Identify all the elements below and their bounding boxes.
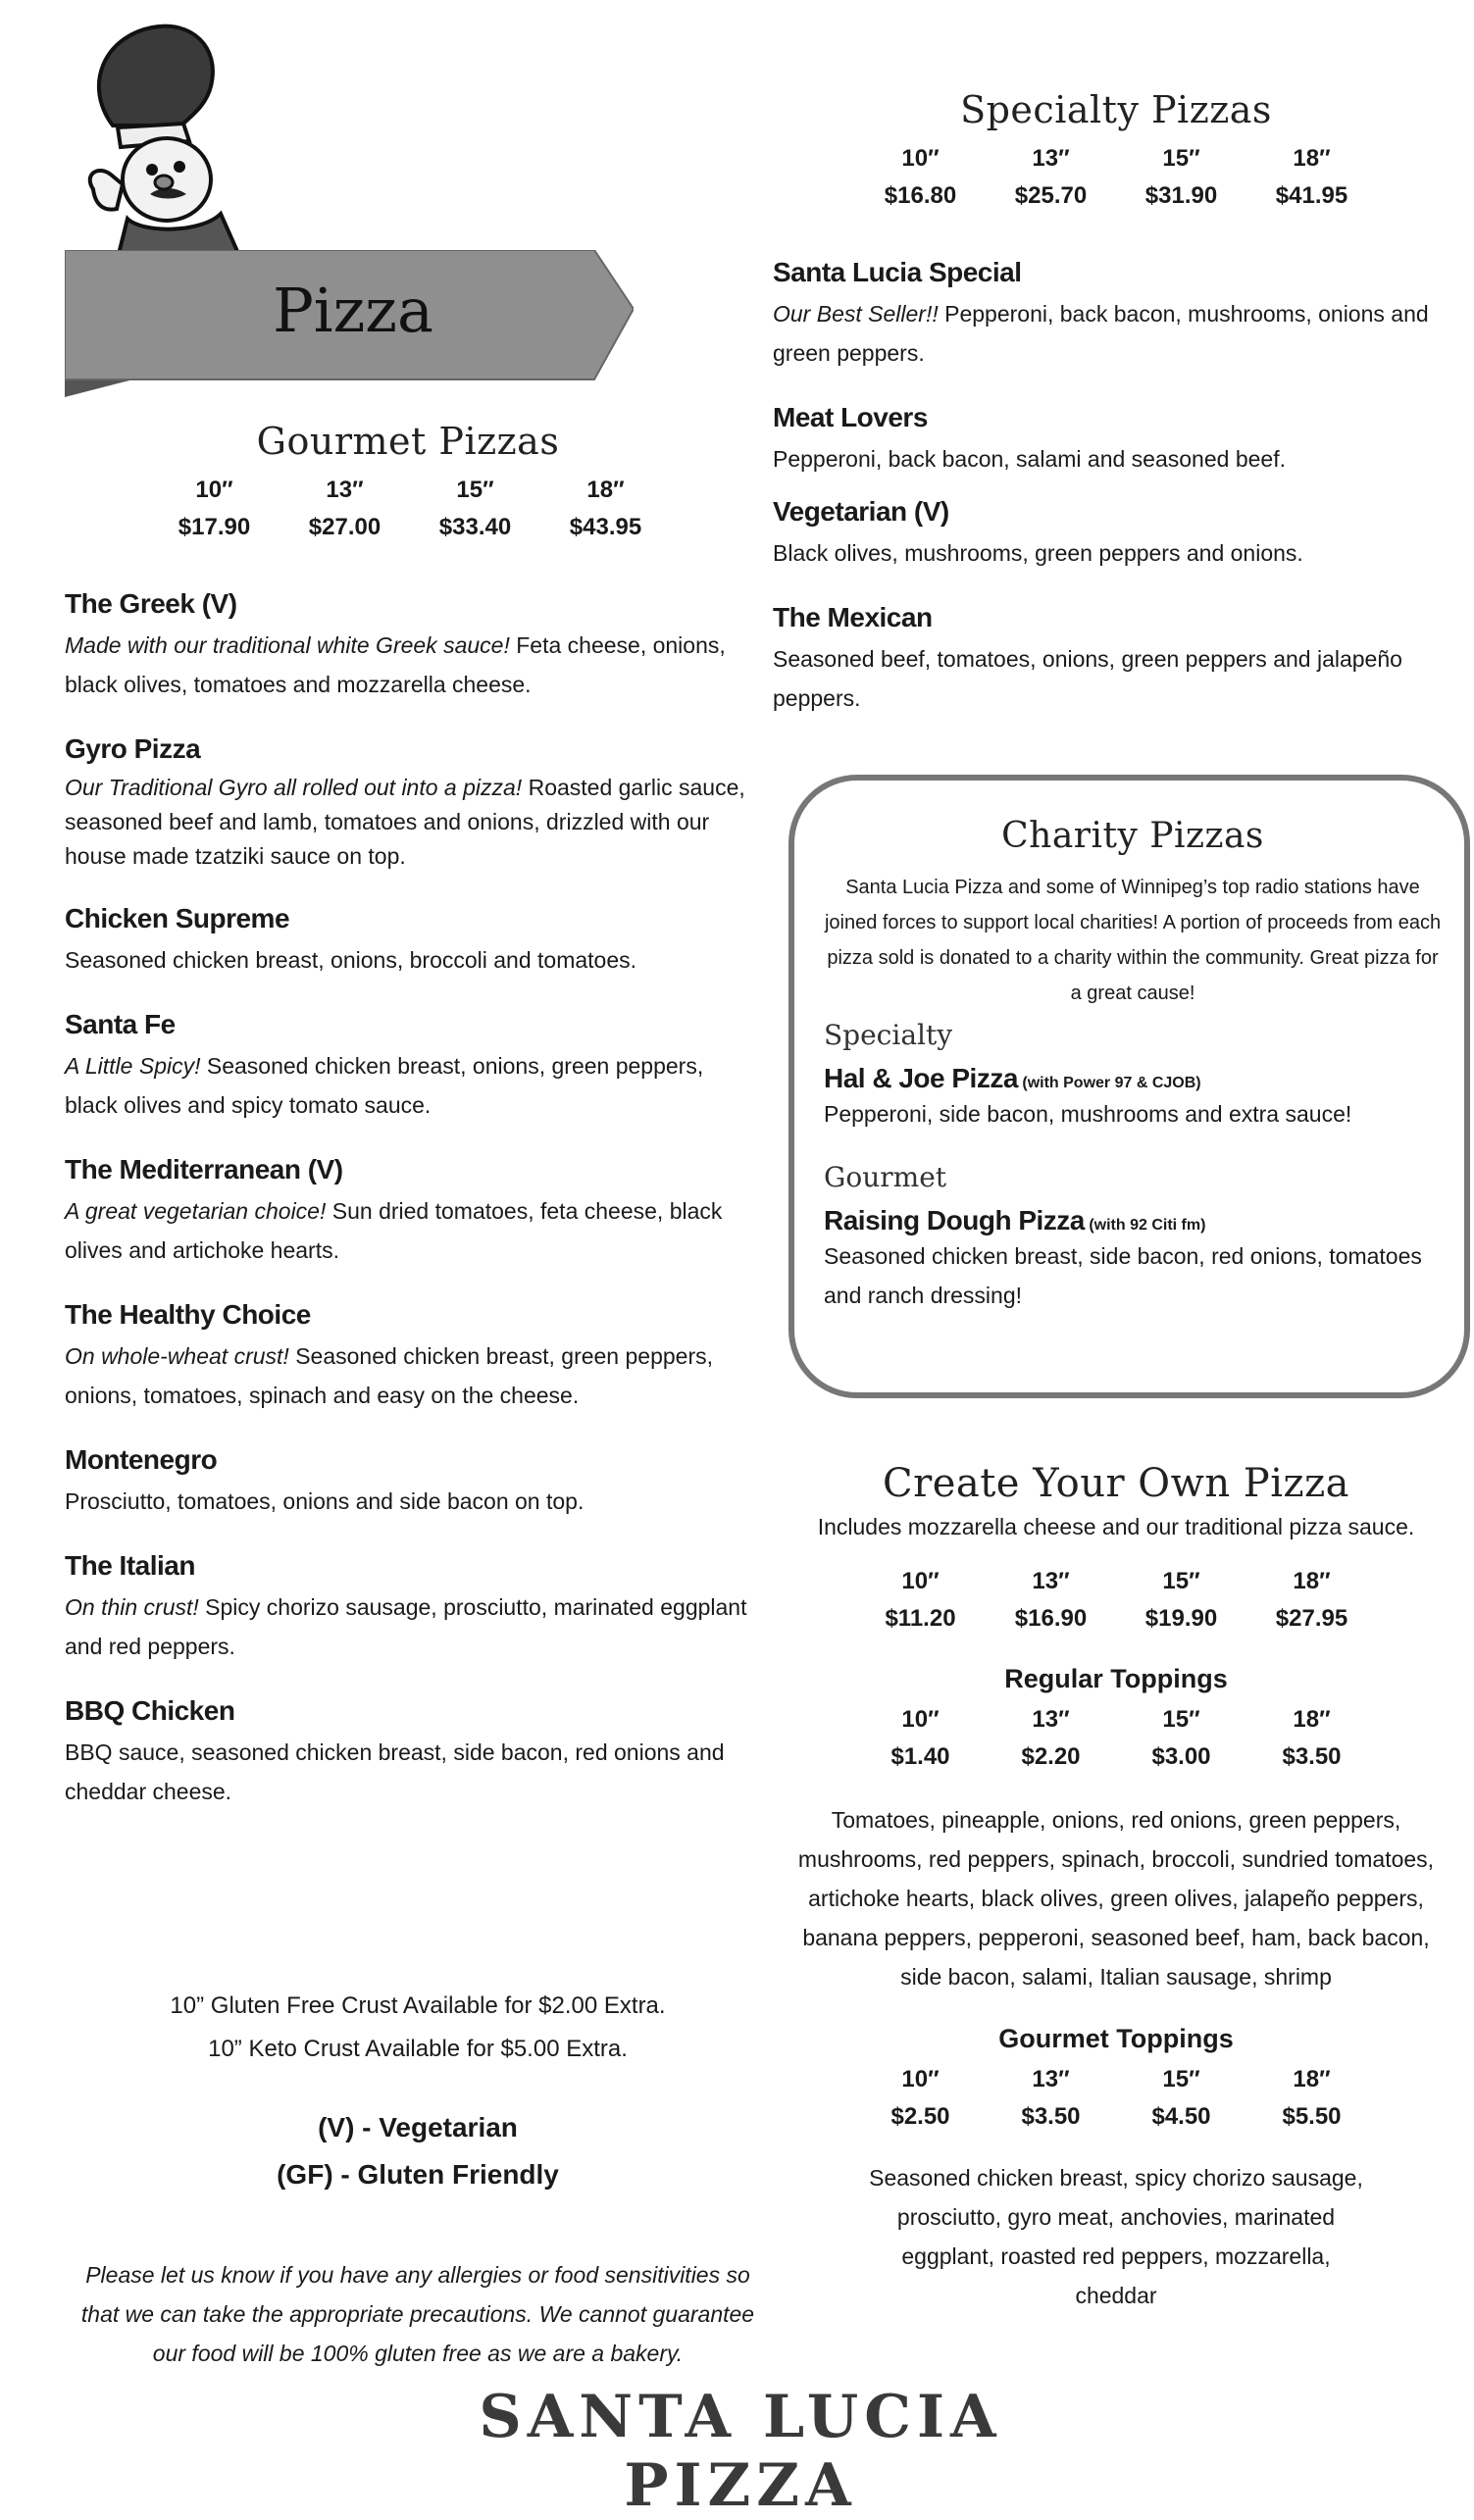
price-value: $33.40 <box>438 514 512 540</box>
size-label: 18″ <box>586 477 625 503</box>
charity-section <box>824 816 1442 1315</box>
price-value: $27.00 <box>308 514 381 540</box>
item-description: Pepperoni, side bacon, mushrooms and extra sauce! <box>824 1101 1352 1127</box>
item-name: The Healthy Choice <box>65 1299 311 1330</box>
item-ingredients: Seasoned chicken breast, onions, green peppers, black olives and spicy tomato sauce. <box>65 1053 704 1118</box>
gluten-free-note: 10” Gluten Free Crust Available for $2.00 Extra. <box>170 1992 666 2019</box>
menu-item <box>65 1695 751 1811</box>
item-name: Gyro Pizza <box>65 733 201 764</box>
item-description <box>773 639 1459 718</box>
size-label: 10″ <box>195 477 233 503</box>
item-tagline: On thin crust! <box>65 1594 199 1620</box>
item-description: Seasoned chicken breast, side bacon, red onions, tomatoes and ranch dressing! <box>824 1243 1422 1308</box>
price-value: $17.90 <box>178 514 251 540</box>
item-description <box>65 1733 751 1811</box>
item-description <box>65 626 751 704</box>
item-ingredients: Black olives, mushrooms, green peppers and onions. <box>773 540 1303 566</box>
allergy-disclaimer: Please let us know if you have any allergies or food sensitivities so that we can take the appropriate precautions. We cannot guarantee our food will be 100% gluten free as we are a bakery. <box>80 2262 755 2366</box>
size-label: 13″ <box>1032 1706 1070 1733</box>
charity-group <box>824 1161 1442 1315</box>
menu-item <box>773 602 1459 718</box>
size-label: 15″ <box>1162 1568 1200 1594</box>
price-value: $2.20 <box>1021 1743 1081 1770</box>
item-tagline: Made with our traditional white Greek sauce! <box>65 632 510 658</box>
charity-item-heading <box>824 1205 1442 1236</box>
size-label: 10″ <box>901 1706 940 1733</box>
menu-item <box>773 257 1459 373</box>
charity-title: Charity Pizzas <box>1001 816 1264 856</box>
menu-item <box>65 1444 751 1521</box>
item-description <box>65 940 751 980</box>
item-ingredients: Sun dried tomatoes, feta cheese, black olives and artichoke hearts. <box>65 1198 723 1263</box>
charity-group <box>824 1019 1442 1134</box>
menu-item <box>773 496 1459 573</box>
item-tagline: Our Traditional Gyro all rolled out into a pizza! <box>65 775 523 800</box>
charity-intro: Santa Lucia Pizza and some of Winnipeg’s top radio stations have joined forces to support local charities! A portion of proceeds from each pizza sold is donated to a charity within the community. Great pizza for a great cause! <box>824 877 1442 1004</box>
item-description <box>65 1588 751 1666</box>
size-label: 13″ <box>1032 1568 1070 1594</box>
specialty-items <box>773 257 1459 747</box>
menu-item <box>65 1550 751 1666</box>
price-value: $4.50 <box>1151 2103 1211 2130</box>
size-label: 15″ <box>1162 1706 1200 1733</box>
price-value: $3.50 <box>1282 1743 1342 1770</box>
size-label: 15″ <box>1162 2066 1200 2092</box>
charity-item-heading <box>824 1063 1442 1094</box>
item-name: The Italian <box>65 1550 195 1581</box>
item-name: The Mexican <box>773 602 933 632</box>
legend-vegetarian: (V) - Vegetarian <box>318 2112 518 2142</box>
chef-mascot-image <box>74 18 270 258</box>
price-value: $19.90 <box>1144 1605 1218 1632</box>
item-ingredients: Spicy chorizo sausage, prosciutto, marinated eggplant and red peppers. <box>65 1594 747 1659</box>
gourmet-toppings-title: Gourmet Toppings <box>998 2024 1234 2053</box>
size-label: 13″ <box>1032 2066 1070 2092</box>
specialty-price-grid <box>855 145 1459 210</box>
size-label: 13″ <box>326 477 364 503</box>
item-ingredients: Seasoned chicken breast, onions, broccoli and tomatoes. <box>65 947 637 973</box>
specialty-section <box>773 88 1459 210</box>
price-value: $16.80 <box>884 182 957 209</box>
santa-lucia-logo: SANTA LUCIA PIZZA <box>479 2383 1002 2520</box>
item-description <box>65 1191 751 1270</box>
item-tagline: A great vegetarian choice! <box>65 1198 327 1224</box>
gourmet-toppings-price-grid <box>855 2066 1459 2131</box>
item-ingredients: Pepperoni, back bacon, mushrooms, onions and green peppers. <box>773 301 1429 366</box>
menu-item <box>65 588 751 704</box>
create-subtitle: Includes mozzarella cheese and our traditional pizza sauce. <box>817 1514 1415 1539</box>
size-label: 10″ <box>901 2066 940 2092</box>
size-label: 13″ <box>1032 145 1070 172</box>
menu-item <box>65 1009 751 1125</box>
price-value: $3.00 <box>1151 1743 1211 1770</box>
create-title: Create Your Own Pizza <box>882 1461 1350 1506</box>
item-description <box>65 1046 751 1125</box>
item-tagline: Our Best Seller!! <box>773 301 939 327</box>
item-tagline: A Little Spicy! <box>65 1053 201 1079</box>
item-name: Meat Lovers <box>773 402 928 432</box>
item-name: The Greek (V) <box>65 588 237 619</box>
item-description <box>65 1482 751 1521</box>
gourmet-toppings-list: Seasoned chicken breast, spicy chorizo sausage, prosciutto, gyro meat, anchovies, marinated eggplant, roasted red peppers, mozzarella, cheddar <box>869 2165 1363 2308</box>
item-name: BBQ Chicken <box>65 1695 235 1726</box>
menu-item <box>65 903 751 980</box>
item-name: Hal & Joe Pizza <box>824 1063 1018 1093</box>
item-description <box>773 533 1459 573</box>
regular-toppings-list: Tomatoes, pineapple, onions, red onions, green peppers, mushrooms, red peppers, spinach, broccoli, sundried tomatoes, artichoke hearts, black olives, green olives, jalapeño peppers, banana peppers, pepperoni, seasoned beef, ham, back bacon, side bacon, salami, Italian sausage, shrimp <box>797 1807 1435 1990</box>
size-label: 18″ <box>1293 1706 1331 1733</box>
price-value: $27.95 <box>1275 1605 1348 1632</box>
keto-note: 10” Keto Crust Available for $5.00 Extra. <box>208 2036 628 2062</box>
item-name: Montenegro <box>65 1444 218 1475</box>
item-name: Santa Fe <box>65 1009 176 1039</box>
create-price-grid <box>855 1568 1459 1633</box>
size-label: 18″ <box>1293 2066 1331 2092</box>
menu-item <box>773 402 1459 479</box>
charity-group-label: Specialty <box>824 1019 953 1051</box>
item-ingredients: BBQ sauce, seasoned chicken breast, side bacon, red onions and cheddar cheese. <box>65 1739 725 1804</box>
item-ingredients: Prosciutto, tomatoes, onions and side bacon on top. <box>65 1488 585 1514</box>
gourmet-price-grid <box>149 477 751 541</box>
size-label: 15″ <box>1162 145 1200 172</box>
price-value: $31.90 <box>1144 182 1218 209</box>
item-description <box>65 1336 751 1415</box>
item-name: Raising Dough Pizza <box>824 1205 1085 1235</box>
regular-toppings-price-grid <box>855 1706 1459 1771</box>
item-name: Santa Lucia Special <box>773 257 1022 287</box>
item-name: The Mediterranean (V) <box>65 1154 343 1184</box>
item-ingredients: Roasted garlic sauce, seasoned beef and lamb, tomatoes and onions, drizzled with our house made tzatziki sauce on top. <box>65 775 745 869</box>
size-label: 18″ <box>1293 1568 1331 1594</box>
size-label: 18″ <box>1293 145 1331 172</box>
legend-gluten-friendly: (GF) - Gluten Friendly <box>277 2159 559 2190</box>
price-value: $25.70 <box>1014 182 1088 209</box>
item-partner-note: (with 92 Citi fm) <box>1089 1217 1206 1234</box>
price-value: $1.40 <box>890 1743 950 1770</box>
item-description <box>65 771 751 874</box>
price-value: $41.95 <box>1275 182 1348 209</box>
menu-item <box>65 733 751 874</box>
item-ingredients: Seasoned chicken breast, green peppers, onions, tomatoes, spinach and easy on the cheese. <box>65 1343 713 1408</box>
item-description <box>773 294 1459 373</box>
menu-item <box>65 1299 751 1415</box>
gourmet-items <box>65 588 751 1840</box>
gourmet-section <box>65 420 751 541</box>
charity-group-label: Gourmet <box>824 1161 947 1193</box>
item-description <box>773 439 1459 479</box>
regular-toppings-title: Regular Toppings <box>1004 1664 1228 1693</box>
item-tagline: On whole-wheat crust! <box>65 1343 289 1369</box>
price-value: $43.95 <box>569 514 642 540</box>
price-value: $3.50 <box>1021 2103 1081 2130</box>
item-name: Chicken Supreme <box>65 903 290 933</box>
item-name: Vegetarian (V) <box>773 496 949 527</box>
crust-notes <box>65 1985 771 2071</box>
price-value: $2.50 <box>890 2103 950 2130</box>
specialty-title: Specialty Pizzas <box>960 88 1272 131</box>
item-ingredients: Feta cheese, onions, black olives, tomatoes and mozzarella cheese. <box>65 632 726 697</box>
size-label: 10″ <box>901 145 940 172</box>
create-section <box>773 1461 1459 2315</box>
item-ingredients: Pepperoni, back bacon, salami and seasoned beef. <box>773 446 1286 472</box>
item-ingredients: Seasoned beef, tomatoes, onions, green peppers and jalapeño peppers. <box>773 646 1402 711</box>
item-partner-note: (with Power 97 & CJOB) <box>1022 1075 1201 1091</box>
size-label: 10″ <box>901 1568 940 1594</box>
page-title: Pizza <box>273 275 433 346</box>
size-label: 15″ <box>456 477 494 503</box>
diet-legend <box>65 2104 771 2198</box>
price-value: $16.90 <box>1014 1605 1088 1632</box>
price-value: $5.50 <box>1282 2103 1342 2130</box>
menu-item <box>65 1154 751 1270</box>
price-value: $11.20 <box>885 1605 956 1632</box>
gourmet-title: Gourmet Pizzas <box>256 420 560 463</box>
